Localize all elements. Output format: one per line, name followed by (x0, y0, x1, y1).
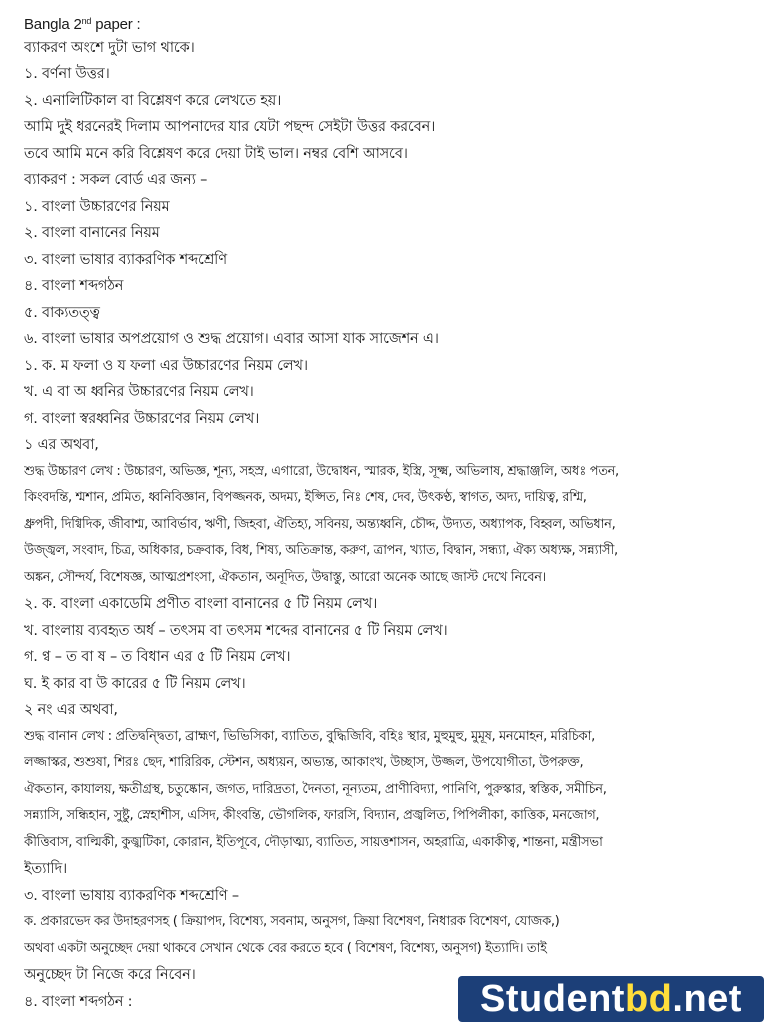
text-line: উজ্জ্বল, সংবাদ, চিত্র, অধিকার, চক্রবাক, বিধ, শিষ্য, অতিক্রান্ত, করুণ, ত্রাপন, খ্যাত, বিদ্বান, সন্ধ্যা, ঐক্য অধ্যক্ষ, সন্ন্যাসী, (24, 543, 618, 558)
text-line: ২. এনালিটিকাল বা বিশ্লেষণ করে লেখতে হয়। (24, 92, 282, 109)
text-line: খ. এ বা অ ধ্বনির উচ্চারণের নিয়ম লেখ। (24, 384, 254, 400)
studentbd-watermark-logo (458, 976, 764, 1022)
text-line: ৩. বাংলা ভাষায় ব্যাকরণিক শব্দশ্রেণি – (24, 887, 239, 904)
watermark-text-student: Student (480, 977, 625, 1020)
text-line: গ. বাংলা স্বরধ্বনির উচ্চারণের নিয়ম লেখ। (24, 410, 260, 427)
text-line: ঐকতান, কাযালয়, ক্ষতীগ্রস্থ, চতুষ্কোন, জগত, দারিদ্রতা, দৈনতা, নূন্যতম, প্রাণীবিদ্যা, পানিণি, পুরুস্কার, স্বস্তিক, সমীচিন, (24, 781, 607, 797)
text-line: সন্ন্যাসি, সন্ধিহান, সুষ্টু, স্নেহাশীস, এসিদ, কীংবন্তি, ভৌগলিক, ফারসি, বিদ্যান, প্রজ্বলিত, পিপিলীকা, কাত্তিক, মনজোগ, (24, 808, 600, 823)
text-line: আমি দুই ধরনেরই দিলাম আপনাদের যার যেটা পছন্দ সেইটা উত্তর করবেন। (24, 119, 436, 135)
text-line: কীত্তিবাস, বাল্মিকী, কুজ্ঝটিকা, কোরান, ইতিপূবে, দৌড়াত্ম্য, ব্যাতিত, সায়ত্তশাসন, অহরাত্রি, একাকীত্ব, শান্তনা, মন্ত্রীসভা (24, 834, 603, 850)
text-line: ৪. বাংলা শব্দগঠন (24, 278, 124, 294)
text-line: ইত্যাদি। (24, 861, 67, 877)
title-superscript: nd (81, 16, 92, 26)
text-line: ১. বর্ণনা উত্তর। (24, 66, 110, 82)
text-line: ক. প্রকারভেদ কর উদাহরণসহ ( ক্রিয়াপদ, বিশেষ্য, সবনাম, অনুসগ, ক্রিয়া বিশেষণ, নিধারক বিশেষণ, যোজক,) (24, 914, 560, 929)
text-line: ৫. বাক্যতত্ত্ব (24, 304, 100, 321)
text-line: ৩. বাংলা ভাষার ব্যাকরণিক শব্দশ্রেণি (24, 251, 227, 268)
text-line: ৪. বাংলা শব্দগঠন : (24, 993, 133, 1010)
title-suffix: paper : (91, 16, 141, 33)
text-line: শুদ্ধ বানান লেখ : প্রতিদ্বন্দ্বিতা, ব্রাহ্মণ, ভিভিসিকা, ব্যাতিত, বুদ্ধিজিবি, বহিঃ স্থার, মুহুমুহু, মুমূষ, মনমোহন, মরিচিকা, (24, 728, 595, 744)
text-line: ১. ক. ম ফলা ও য ফলা এর উচ্চারণের নিয়ম লেখ। (24, 357, 308, 374)
text-line: গ. ণ্ব – ত বা ষ – ত বিধান এর ৫ টি নিয়ম লেখ। (24, 649, 291, 665)
text-line: শুদ্ধ উচ্চারণ লেখ : উচ্চারণ, অভিজ্ঞ, শূন্য, সহস্র, এগারো, উদ্বোধন, স্মারক, ইস্ত্রি, সূক্ষ্ম, অভিলাষ, শ্রদ্ধাঞ্জলি, অধঃ পতন, (24, 463, 619, 479)
text-line: অথবা একটা অনুচ্ছেদ দেয়া থাকবে সেখান থেকে বের করতে হবে ( বিশেষণ, বিশেষ্য, অনুসগ) ইত্যাদি। তাই (24, 940, 547, 956)
document-body (24, 8, 756, 1015)
watermark-text-net: .net (672, 977, 742, 1020)
text-line: ১ এর অথবা, (24, 437, 99, 453)
text-line: খ. বাংলায় ব্যবহৃত অর্ধ – তৎসম বা তৎসম শব্দের বানানের ৫ টি নিয়ম লেখ। (24, 622, 448, 639)
text-line: ৬. বাংলা ভাষার অপপ্রয়োগ ও শুদ্ধ প্রয়োগ। এবার আসা যাক সাজেশন এ। (24, 331, 439, 347)
text-line: ১. বাংলা উচ্চারণের নিয়ম (24, 198, 170, 215)
text-line: ২. বাংলা বানানের নিয়ম (24, 225, 160, 241)
document-title (24, 8, 756, 35)
text-line: ২ নং এর অথবা, (24, 702, 118, 718)
watermark-text-bd: bd (624, 977, 673, 1020)
text-line: লজ্জাস্কর, শুশুষা, শিরঃ ছেদ, শারিরিক, স্টেশন, অধ্যয়ন, অভ্যন্ত, আকাংখ, উচ্ছাস, উজ্জল, উপযোগীতা, উপরুক্ত, (24, 755, 584, 770)
title-prefix: Bangla 2 (24, 16, 82, 33)
text-line: ব্যাকরণ : সকল বোর্ড এর জন্য – (24, 172, 208, 188)
text-line: কিংবদন্তি, শ্মশান, প্রমিত, ধ্বনিবিজ্ঞান, বিপজ্জনক, অদম্য, ইপ্সিত, নিঃ শেষ, দেব, উৎকণ্ঠ, স্বাগত, অদ্য, দায়িত্ব, রশ্মি, (24, 490, 587, 505)
text-line: ঘ. ই কার বা উ কারের ৫ টি নিয়ম লেখ। (24, 675, 246, 692)
text-line: ২. ক. বাংলা একাডেমি প্রণীত বাংলা বানানের ৫ টি নিয়ম লেখ। (24, 596, 378, 612)
text-line: অঙ্কন, সৌন্দর্য, বিশেষজ্ঞ, আত্মপ্রশংসা, ঐকতান, অনূদিত, উদ্বাস্তু, আরো অনেক আছে জাস্ট দেখে নিবেন। (24, 569, 546, 585)
text-line: অনুচ্ছেদ টা নিজে করে নিবেন। (24, 967, 196, 983)
text-line: তবে আমি মনে করি বিশ্লেষণ করে দেয়া টাই ভাল। নম্বর বেশি আসবে। (24, 145, 408, 162)
text-line: ব্যাকরণ অংশে দুটা ভাগ থাকে। (24, 39, 195, 56)
text-line: ধ্রুপদী, দিগ্বিদিক, জীবাশ্ম, আবির্ভাব, ঋণী, জিহবা, ঐতিহ্য, সবিনয়, অন্ত্যধ্বনি, চৌদ্দ, উদ্যত, অধ্যাপক, বিহ্বল, অভিধান, (24, 516, 616, 532)
